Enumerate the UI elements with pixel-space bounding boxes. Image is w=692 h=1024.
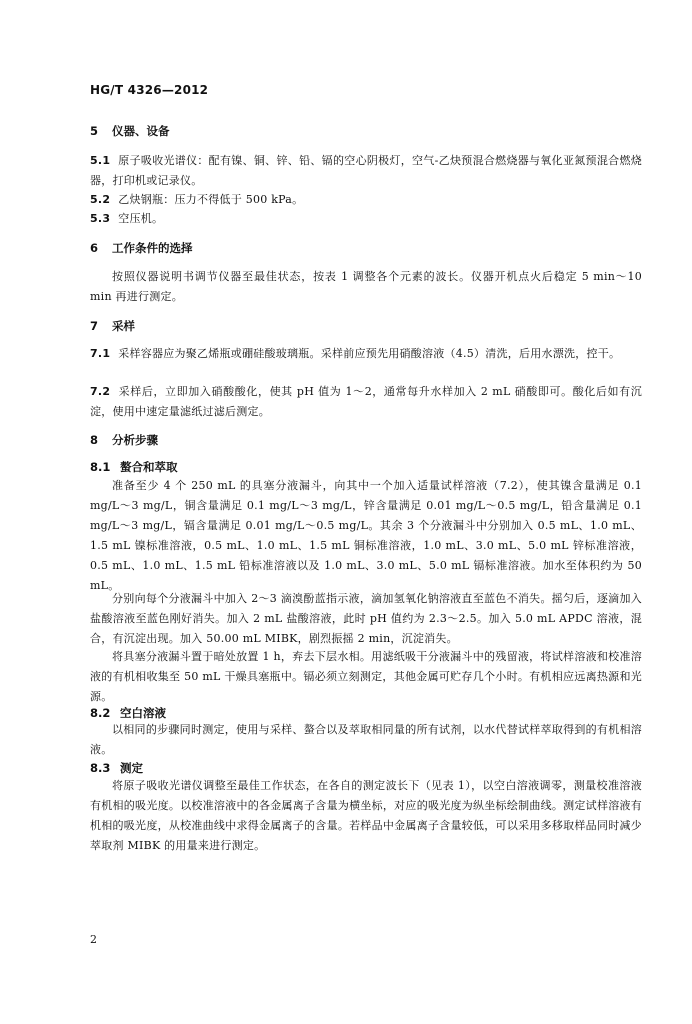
section-number: 5 (90, 124, 99, 138)
clause-5-2 (90, 190, 642, 210)
clause-text: 原子吸收光谱仪：配有镍、铜、锌、铅、镉的空心阴极灯，空气-乙炔预混合燃烧器与氧化亚氮预混合燃烧器，打印机或记录仪。 (90, 154, 642, 187)
section-title: 采样 (112, 319, 135, 333)
clause-text: 采样容器应为聚乙烯瓶或硼硅酸玻璃瓶。采样前应预先用硝酸溶液（4.5）清洗，后用水漂洗，控干。 (118, 347, 621, 360)
section-number: 7 (90, 319, 99, 333)
section-7-heading (90, 318, 135, 334)
clause-5-3 (90, 209, 642, 229)
clause-7-1 (90, 344, 642, 364)
section-title: 分析步骤 (112, 433, 158, 447)
clause-number: 7.2 (90, 385, 111, 398)
section-number: 8 (90, 433, 99, 447)
clause-7-2 (90, 382, 642, 422)
page-number: 2 (90, 933, 97, 946)
subsection-8-3-paragraph: 将原子吸收光谱仪调整至最佳工作状态，在各自的测定波长下（见表 1），以空白溶液调零，测量校准溶液有机相的吸光度。以校准溶液中的各金属离子含量为横坐标，对应的吸光度为纵坐标绘制曲线。测定试样溶液有机相的吸光度，从校准曲线中求得金属离子的含量。若样品中金属离子含量较低，可以采用多移取样品同时减少萃取剂 MIBK 的用量来进行测定。 (90, 779, 642, 852)
clause-number: 5.2 (90, 193, 111, 206)
subsection-number: 8.1 (90, 460, 111, 474)
section-6-paragraph: 按照仪器说明书调节仪器至最佳状态，按表 1 调整各个元素的波长。仪器开机点火后稳定 5 min～10 min 再进行测定。 (90, 270, 642, 303)
section-title: 仪器、设备 (112, 124, 170, 138)
subsection-title: 螯合和萃取 (120, 460, 178, 474)
section-5-heading (90, 123, 170, 139)
subsection-8-2-heading (90, 705, 166, 721)
section-8-heading (90, 432, 158, 448)
subsection-8-1-paragraph-3: 将具塞分液漏斗置于暗处放置 1 h，弃去下层水相。用滤纸吸干分液漏斗中的残留液，将试样溶液和校准溶液的有机相收集至 50 mL 干燥具塞瓶中。镉必须立刻测定，其他金属可贮存几个小时。有机相应远离热源和光源。 (90, 650, 642, 703)
standard-code-header: HG/T 4326—2012 (90, 83, 209, 97)
subsection-8-1-heading (90, 459, 178, 475)
subsection-title: 空白溶液 (120, 706, 166, 720)
subsection-title: 测定 (120, 761, 143, 775)
clause-5-1 (90, 151, 642, 191)
clause-text: 乙炔钢瓶：压力不得低于 500 kPa。 (118, 193, 304, 206)
clause-text: 采样后，立即加入硝酸酸化，使其 pH 值为 1～2，通常每升水样加入 2 mL 硝酸即可。酸化后如有沉淀，使用中速定量滤纸过滤后测定。 (90, 385, 642, 418)
section-6-heading (90, 240, 193, 256)
clause-number: 5.3 (90, 212, 111, 225)
subsection-8-3-heading (90, 760, 143, 776)
subsection-8-1-paragraph-2: 分别向每个分液漏斗中加入 2～3 滴溴酚蓝指示液，滴加氢氧化钠溶液直至蓝色不消失。摇匀后，逐滴加入盐酸溶液至蓝色刚好消失。加入 2 mL 盐酸溶液，此时 pH 值约为 2.3～2.5。加入 5.0 mL APDC 溶液，混合，有沉淀出现。加入 50.00 mL MIBK，剧烈振摇 2 min，沉淀消失。 (90, 592, 642, 645)
subsection-8-1-paragraph-1: 准备至少 4 个 250 mL 的具塞分液漏斗，向其中一个加入适量试样溶液（7.2），使其镍含量满足 0.1 mg/L～3 mg/L，铜含量满足 0.1 mg/L～3 mg/L，锌含量满足 0.01 mg/L～0.5 mg/L，铅含量满足 0.1 mg/L～3 mg/L，镉含量满足 0.01 mg/L～0.5 mg/L。其余 3 个分液漏斗中分别加入 0.5 mL、1.0 mL、1.5 mL 镍标准溶液，0.5 mL、1.0 mL、1.5 mL 铜标准溶液，1.0 mL、3.0 mL、5.0 mL 锌标准溶液，0.5 mL、1.0 mL、1.5 mL 铅标准溶液以及 1.0 mL、3.0 mL、5.0 mL 镉标准溶液。加水至体积约为 50 mL。 (90, 479, 642, 592)
subsection-8-2-paragraph: 以相同的步骤同时测定，使用与采样、螯合以及萃取相同量的所有试剂，以水代替试样萃取得到的有机相溶液。 (90, 723, 642, 756)
section-number: 6 (90, 241, 99, 255)
subsection-number: 8.2 (90, 706, 111, 720)
clause-text: 空压机。 (118, 212, 164, 225)
section-title: 工作条件的选择 (112, 241, 193, 255)
subsection-number: 8.3 (90, 761, 111, 775)
clause-number: 5.1 (90, 154, 111, 167)
clause-number: 7.1 (90, 347, 111, 360)
